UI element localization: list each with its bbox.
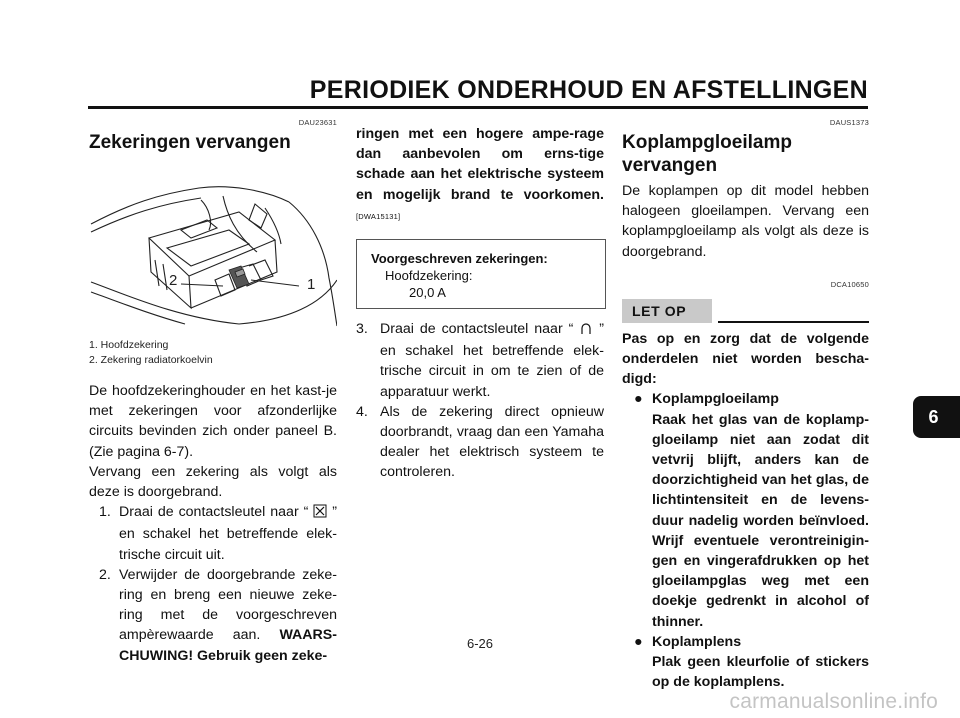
notice-label: LET OP <box>632 302 687 319</box>
callout-2: 2 <box>169 272 178 289</box>
step-4 <box>356 402 604 483</box>
section-title-headlight: Koplampgloeilamp vervangen <box>622 132 792 176</box>
notice-intro: Pas op en zorg dat de volgende onderdelen niet worden bescha-digd: <box>622 330 869 388</box>
step-text: Verwijder de doorgebrande zeke-ring en breng een nieuwe zeke-ring met de voorgeschreven ampèrewaarde aan. <box>119 566 337 644</box>
caption-radiator-fuse: 2. Zekering radiatorkoelvin <box>89 354 213 366</box>
page-header-title: PERIODIEK ONDERHOUD EN AFSTELLINGEN <box>309 76 868 104</box>
column-middle <box>356 118 604 483</box>
notice-rule <box>718 321 869 323</box>
warning-start: WAARS-CHUWING! Gebruik geen zeke- <box>119 627 337 664</box>
chapter-tab-label: 6 <box>928 407 939 427</box>
spec-value: 20,0 A <box>409 285 446 301</box>
fuse-illustration <box>89 168 337 328</box>
step-text-cont: ” en schakel het betreffende elek-trische circuit uit. <box>119 504 337 563</box>
notice-header <box>622 299 869 323</box>
bullet-text: Plak geen kleurfolie of stickers op de koplamplens. <box>652 654 869 691</box>
warning-ref-code: [DWA15131] <box>356 211 401 221</box>
fuse-drawing <box>89 168 337 328</box>
bullet-title: Koplamplens <box>652 633 742 650</box>
section-title-fuses: Zekeringen vervangen <box>89 132 291 153</box>
chapter-tab[interactable] <box>913 396 960 438</box>
step-text: Draai de contactsleutel naar “ <box>119 504 309 521</box>
step-number: 4. <box>356 403 368 420</box>
page-number: 6-26 <box>466 636 494 651</box>
bullet-dot: ● <box>634 391 643 408</box>
step-number: 3. <box>356 321 368 338</box>
step-3 <box>356 319 604 402</box>
column-left <box>89 118 337 666</box>
paragraph-headlight-intro: De koplampen op dit model hebben halogeen gloeilampen. Vervang een koplampgloeilamp als volgt als deze is doorgebrand. <box>622 183 869 260</box>
bullet-dot: ● <box>634 633 643 650</box>
section-code: DAU23631 <box>298 118 337 127</box>
key-on-icon <box>579 321 593 341</box>
bullet-bulb <box>622 389 869 631</box>
step-number: 1. <box>99 504 111 521</box>
paragraph-fuse-location: De hoofdzekeringhouder en het kast-je met zekeringen voor afzonderlijke circuits bevinden zich onder paneel B. (Zie pagina 6-7). <box>89 383 337 460</box>
paragraph-replace-intro: Vervang een zekering als volgt als deze is doorgebrand. <box>89 463 337 501</box>
step-text: Draai de contactsleutel naar “ <box>380 321 574 338</box>
section-code: DAUS1373 <box>829 118 869 127</box>
callout-1: 1 <box>307 276 316 293</box>
figure-captions <box>89 338 337 368</box>
warning-text: ringen met een hogere ampe-rage dan aanbevolen om erns-tige schade aan het elektrische systeem en mogelijk brand te voorkomen. <box>356 126 604 203</box>
spec-box <box>356 239 606 309</box>
watermark: carmanualsonline.info <box>729 690 938 713</box>
warning-continuation <box>356 124 604 227</box>
header-rule <box>88 106 868 109</box>
step-number: 2. <box>99 566 111 583</box>
spec-title: Voorgeschreven zekeringen: <box>371 251 548 267</box>
bullet-text: Raak het glas van de koplamp-gloeilamp niet aan zodat dit vetvrij blijft, anders kan de doorzichtigheid van het glas, de lichtintensiteit en de levens-duur nadelig worden beïnvloed. Wrijf eventuele verontreinigin-gen en vingerafdrukken op het gloeilampglas weg met een doekje gedrenkt in alcohol of thinner. <box>652 411 869 630</box>
key-off-icon <box>313 504 327 524</box>
spec-label: Hoofdzekering: <box>385 268 473 284</box>
caption-main-fuse: 1. Hoofdzekering <box>89 339 169 351</box>
step-text-cont: ” en schakel het betreffende elek-trische circuit in om te zien of de apparatuur werkt. <box>380 321 604 400</box>
notice-code: DCA10650 <box>830 279 869 289</box>
step-text: Als de zekering direct opnieuw doorbrandt, vraag dan een Yamaha dealer het elektrisch systeem te controleren. <box>380 403 604 481</box>
steps-list-cont <box>356 319 604 483</box>
notice-label-box <box>622 299 712 323</box>
bullet-title: Koplampgloeilamp <box>652 391 779 408</box>
column-right <box>622 118 869 692</box>
step-1 <box>89 502 337 565</box>
